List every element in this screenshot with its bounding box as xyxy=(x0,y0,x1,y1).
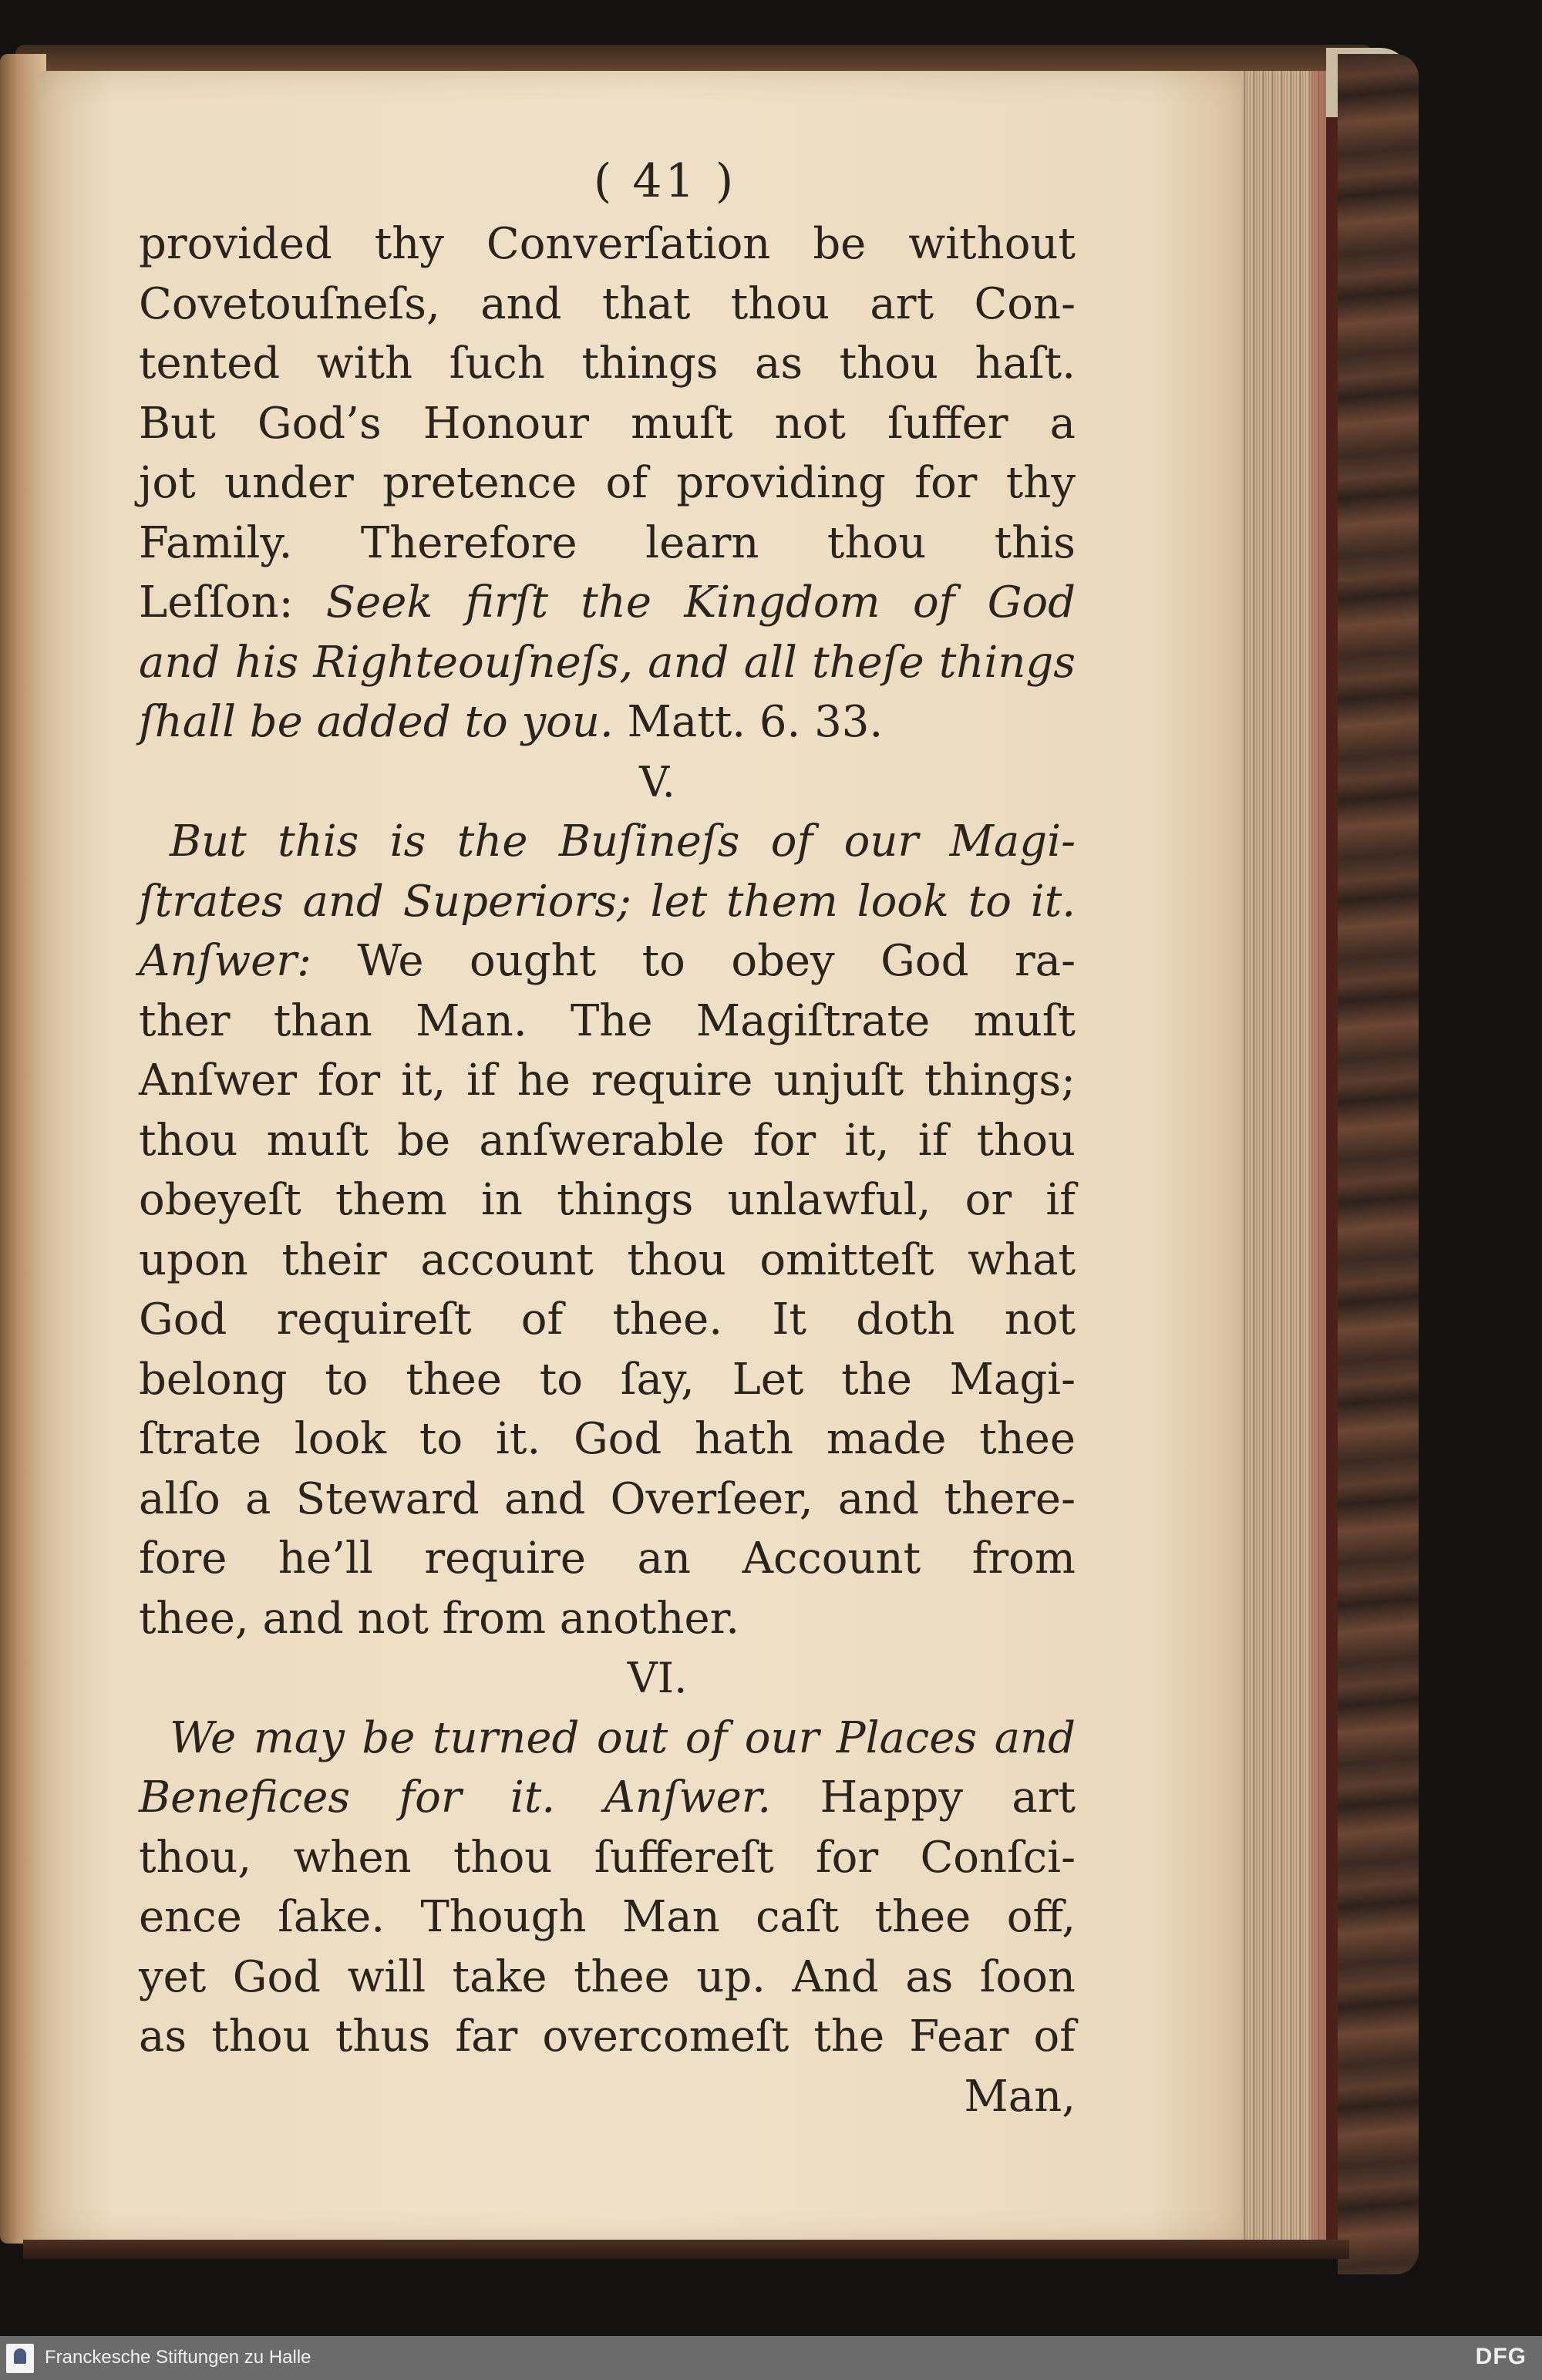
text-line: ence ſake. Though Man caſt thee off, xyxy=(139,1892,1076,1942)
text-line xyxy=(139,931,1076,991)
text-span: Happy art xyxy=(771,1772,1076,1823)
text-line: God requireſt of thee. It doth not xyxy=(139,1294,1076,1345)
text-span: ſhall be added to you. xyxy=(139,697,614,747)
text-line xyxy=(139,1768,1076,1828)
catchword: Man, xyxy=(964,2071,1076,2122)
leather-cover-board xyxy=(1338,54,1419,2274)
text-line: We may be turned out of our Places and xyxy=(170,1712,1076,1763)
text-line: But this is the Buſineſs of our Magi- xyxy=(170,816,1076,867)
text-line: jot under pretence of providing for thy xyxy=(139,458,1076,508)
text-line xyxy=(139,573,1076,633)
text-span: Benefices for it. xyxy=(139,1772,556,1823)
text-line xyxy=(139,692,1076,752)
text-line: Covetouſneſs, and that thou art Con- xyxy=(139,278,1076,329)
text-line: alſo a Steward and Overſeer, and there- xyxy=(139,1473,1076,1524)
body-text xyxy=(139,214,1076,2126)
section-heading: VI. xyxy=(627,1654,688,1702)
text-span: Leſſon: xyxy=(139,577,326,628)
text-line: thou muſt be anſwerable for it, if thou xyxy=(139,1115,1076,1166)
institution-name: Franckesche Stiftungen zu Halle xyxy=(45,2347,311,2368)
text-line: as thou thus far overcomeſt the Fear of xyxy=(139,2011,1076,2062)
text-span xyxy=(555,1772,604,1823)
bottom-cover-edge xyxy=(23,2240,1349,2259)
text-line: and his Righteouſneſs, and all theſe things xyxy=(139,637,1076,688)
text-line: Family. Therefore learn thou this xyxy=(139,517,1076,568)
text-line: belong to thee to ſay, Let the Magi- xyxy=(139,1354,1076,1405)
text-line: ſtrate look to it. God hath made thee xyxy=(139,1414,1076,1464)
institution-logo-icon xyxy=(6,2344,34,2373)
text-line: Anſwer for it, if he require unjuſt things; xyxy=(139,1055,1076,1106)
text-span: Anſwer: xyxy=(139,936,311,986)
text-line: yet God will take thee up. And as ſoon xyxy=(139,1951,1076,2002)
text-span: We ought to obey God ra- xyxy=(311,936,1076,986)
dfg-logo: DFG xyxy=(1475,2344,1527,2369)
text-line: ſtrates and Superiors; let them look to it. xyxy=(139,876,1076,927)
section-heading: V. xyxy=(639,757,675,806)
text-line: But God’s Honour muſt not ſuffer a xyxy=(139,398,1076,449)
page-text xyxy=(139,154,1076,2126)
text-span: Matt. 6. 33. xyxy=(613,697,884,747)
red-edge-stain xyxy=(1311,71,1342,2257)
text-span: Anſwer. xyxy=(604,1772,772,1823)
text-line: provided thy Converſation be without xyxy=(139,219,1076,269)
page-number: ( 41 ) xyxy=(593,154,737,208)
text-line: thee, and not from another. xyxy=(139,1593,740,1644)
text-line: tented with ſuch things as thou haſt. xyxy=(139,338,1076,389)
text-line: obeyeſt them in things unlawful, or if xyxy=(139,1175,1076,1225)
text-span: Seek firſt the Kingdom of God xyxy=(325,577,1076,628)
text-line: upon their account thou omitteſt what xyxy=(139,1234,1076,1285)
text-line: thou, when thou ſuffereſt for Conſci- xyxy=(139,1832,1076,1883)
text-line: ther than Man. The Magiſtrate muſt xyxy=(139,995,1076,1046)
text-line: fore he’ll require an Account from xyxy=(139,1533,1076,1584)
footer-bar xyxy=(0,2336,1542,2380)
